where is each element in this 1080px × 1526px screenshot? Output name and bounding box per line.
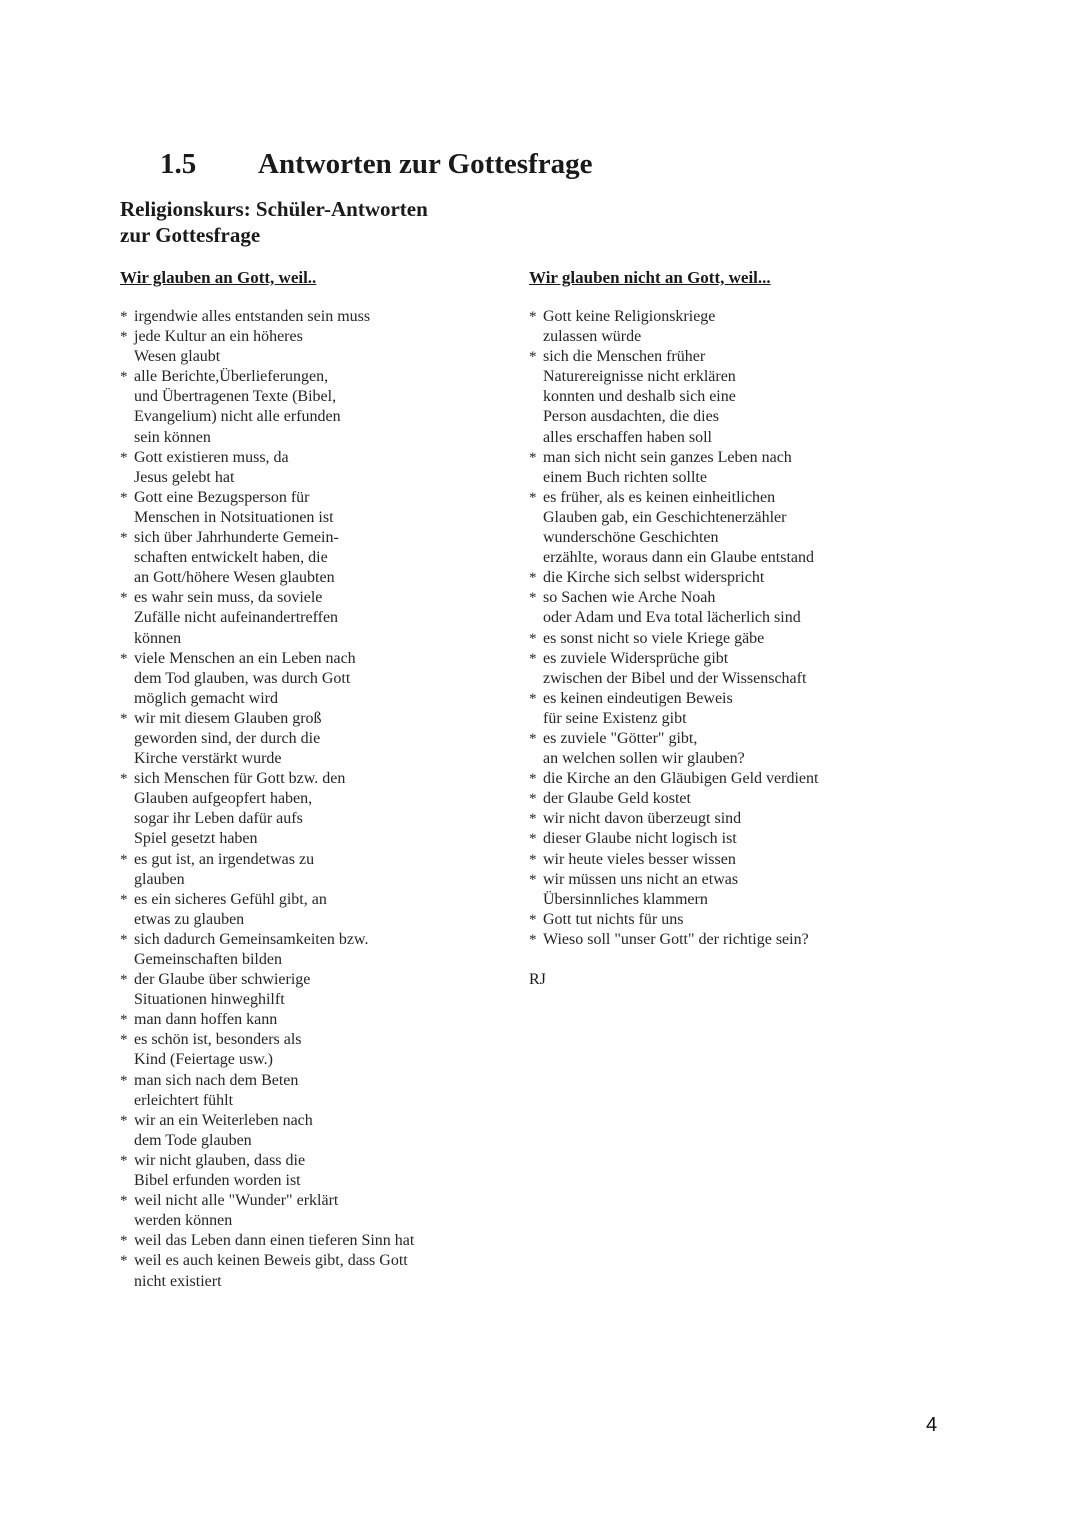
list-item: * sich über Jahrhunderte Gemein- schaften entwickelt haben, die an Gott/höhere Wesen glaubten xyxy=(120,528,500,588)
believers-reasons-list xyxy=(120,307,500,1292)
list-item: * wir nicht davon überzeugt sind xyxy=(529,809,929,829)
non-believers-column xyxy=(529,267,929,990)
list-item: * wir an ein Weiterleben nach dem Tode glauben xyxy=(120,1111,500,1151)
page-number: 4 xyxy=(926,1414,938,1436)
list-item: * wir nicht glauben, dass die Bibel erfunden worden ist xyxy=(120,1151,500,1191)
list-item: * es gut ist, an irgendetwas zu glauben xyxy=(120,850,500,890)
list-item: * man sich nach dem Beten erleichtert fühlt xyxy=(120,1071,500,1111)
list-item: * es ein sicheres Gefühl gibt, an etwas zu glauben xyxy=(120,890,500,930)
list-item: * so Sachen wie Arche Noah oder Adam und Eva total lächerlich sind xyxy=(529,588,929,628)
list-item: * es keinen eindeutigen Beweis für seine Existenz gibt xyxy=(529,689,929,729)
document-subtitle: Religionskurs: Schüler-Antworten zur Gottesfrage xyxy=(120,197,428,247)
non-believers-heading: Wir glauben nicht an Gott, weil... xyxy=(529,268,771,287)
list-item: * es wahr sein muss, da soviele Zufälle nicht aufeinandertreffen können xyxy=(120,588,500,648)
list-item: * dieser Glaube nicht logisch ist xyxy=(529,829,929,849)
list-item: * jede Kultur an ein höheres Wesen glaubt xyxy=(120,327,500,367)
list-item: * wir mit diesem Glauben groß geworden sind, der durch die Kirche verstärkt wurde xyxy=(120,709,500,769)
list-item: * es sonst nicht so viele Kriege gäbe xyxy=(529,629,929,649)
list-item: * Wieso soll "unser Gott" der richtige sein? xyxy=(529,930,929,950)
list-item: * es früher, als es keinen einheitlichen Glauben gab, ein Geschichtenerzähler wunderschöne Geschichten erzählte, woraus dann ein Glaube entstand xyxy=(529,488,929,568)
list-item: * sich die Menschen früher Naturereignisse nicht erklären konnten und deshalb sich eine Person ausdachten, die dies alles erschaffen haben soll xyxy=(529,347,929,447)
non-believers-reasons-list xyxy=(529,307,929,950)
list-item: * alle Berichte,Überlieferungen, und Übertragenen Texte (Bibel, Evangelium) nicht alle erfunden sein können xyxy=(120,367,500,447)
section-number: 1.5 xyxy=(160,148,197,180)
list-item: * es zuviele "Götter" gibt, an welchen sollen wir glauben? xyxy=(529,729,929,769)
list-item: * es zuviele Widersprüche gibt zwischen der Bibel und der Wissenschaft xyxy=(529,649,929,689)
list-item: * Gott existieren muss, da Jesus gelebt hat xyxy=(120,448,500,488)
list-item: * weil nicht alle "Wunder" erklärt werden können xyxy=(120,1191,500,1231)
list-item: * Gott keine Religionskriege zulassen würde xyxy=(529,307,929,347)
list-item: * der Glaube über schwierige Situationen hinweghilft xyxy=(120,970,500,1010)
list-item: * weil es auch keinen Beweis gibt, dass Gott nicht existiert xyxy=(120,1251,500,1291)
list-item: * man sich nicht sein ganzes Leben nach einem Buch richten sollte xyxy=(529,448,929,488)
believers-heading: Wir glauben an Gott, weil.. xyxy=(120,268,317,287)
list-item: * viele Menschen an ein Leben nach dem Tod glauben, was durch Gott möglich gemacht wird xyxy=(120,649,500,709)
list-item: * wir heute vieles besser wissen xyxy=(529,850,929,870)
list-item: * Gott tut nichts für uns xyxy=(529,910,929,930)
list-item: * der Glaube Geld kostet xyxy=(529,789,929,809)
list-item: * man dann hoffen kann xyxy=(120,1010,500,1030)
list-item: * es schön ist, besonders als Kind (Feiertage usw.) xyxy=(120,1030,500,1070)
list-item: * sich dadurch Gemeinsamkeiten bzw. Gemeinschaften bilden xyxy=(120,930,500,970)
author-initials: RJ xyxy=(529,971,546,988)
section-title: Antworten zur Gottesfrage xyxy=(258,148,593,180)
list-item: * wir müssen uns nicht an etwas Übersinnliches klammern xyxy=(529,870,929,910)
list-item: * irgendwie alles entstanden sein muss xyxy=(120,307,500,327)
believers-column xyxy=(120,267,500,1292)
list-item: * weil das Leben dann einen tieferen Sinn hat xyxy=(120,1231,500,1251)
list-item: * die Kirche an den Gläubigen Geld verdient xyxy=(529,769,929,789)
section-heading xyxy=(160,148,592,181)
list-item: * sich Menschen für Gott bzw. den Glauben aufgeopfert haben, sogar ihr Leben dafür aufs Spiel gesetzt haben xyxy=(120,769,500,849)
list-item: * Gott eine Bezugsperson für Menschen in Notsituationen ist xyxy=(120,488,500,528)
list-item: * die Kirche sich selbst widerspricht xyxy=(529,568,929,588)
